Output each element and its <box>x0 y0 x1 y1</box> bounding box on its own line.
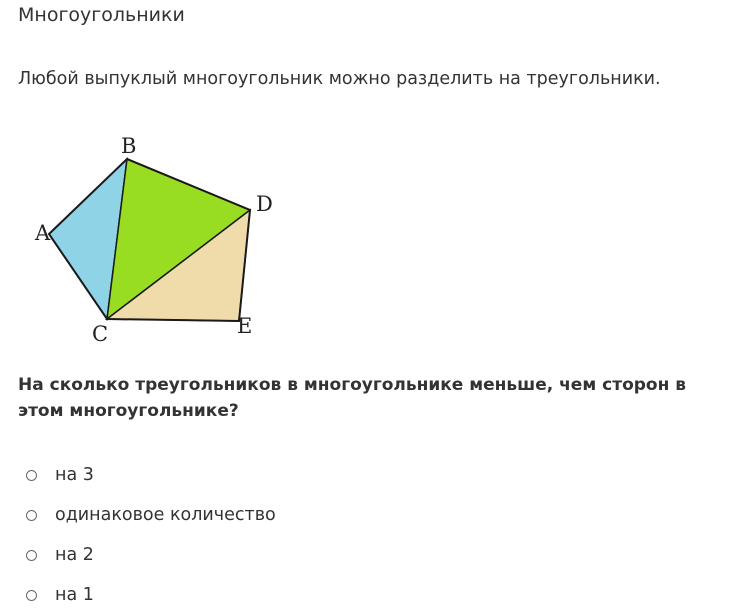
vertex-label-a: A <box>35 221 51 245</box>
answer-option[interactable] <box>26 455 276 495</box>
radio-button[interactable] <box>26 550 37 561</box>
answer-option-label: на 2 <box>55 545 94 565</box>
answer-options <box>26 455 276 615</box>
answer-option-label: на 1 <box>55 585 94 605</box>
intro-text: Любой выпуклый многоугольник можно разделить на треугольники. <box>18 69 661 89</box>
vertex-label-d: D <box>256 192 273 216</box>
question-text: На сколько треугольников в многоугольнике меньше, чем сторон в этом многоугольнике? <box>18 375 687 421</box>
answer-option-label: на 3 <box>55 465 94 485</box>
answer-option[interactable] <box>26 495 276 535</box>
page-title: Многоугольники <box>18 4 185 26</box>
answer-option-label: одинаковое количество <box>55 505 276 525</box>
radio-button[interactable] <box>26 590 37 601</box>
answer-option[interactable] <box>26 535 276 575</box>
radio-button[interactable] <box>26 470 37 481</box>
vertex-label-b: B <box>121 134 137 158</box>
polygon-figure <box>30 128 290 348</box>
polygon-diagram <box>30 128 290 348</box>
answer-option[interactable] <box>26 575 276 615</box>
vertex-label-e: E <box>237 314 253 338</box>
vertex-label-c: C <box>92 322 109 346</box>
radio-button[interactable] <box>26 510 37 521</box>
